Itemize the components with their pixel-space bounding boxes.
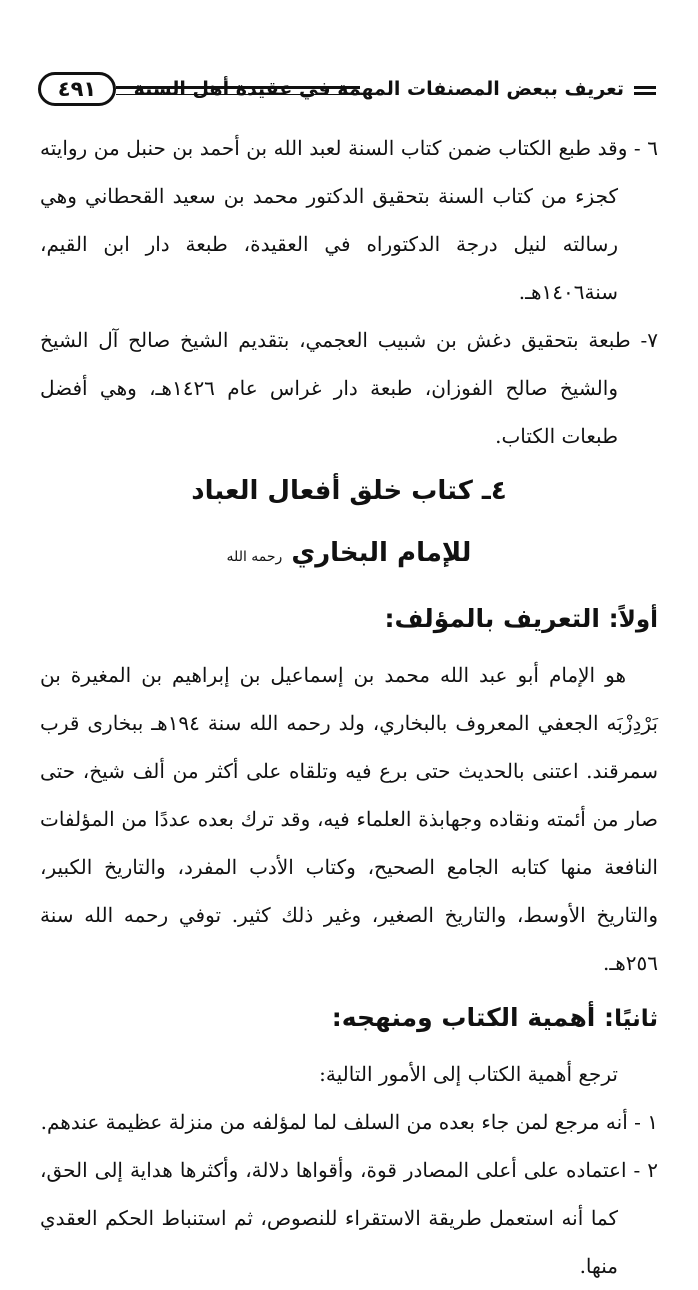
section-ordinal: أولاً bbox=[618, 607, 658, 633]
section-intro: ترجع أهمية الكتاب إلى الأمور التالية: bbox=[319, 1062, 618, 1086]
page-body bbox=[40, 124, 658, 1290]
running-header bbox=[38, 74, 660, 114]
honorific-glyph: رحمه الله bbox=[226, 549, 283, 565]
page-number: ٤٩١ bbox=[38, 72, 116, 106]
header-rule bbox=[116, 86, 360, 95]
header-ornament bbox=[634, 86, 656, 95]
list-item: ٦ - وقد طبع الكتاب ضمن كتاب السنة لعبد الله بن أحمد بن حنبل من روايته كجزء من كتاب السنة بتحقيق الدكتور محمد بن سعيد القحطاني وهي رسالته لنيل درجة الدكتوراه في العقيدة، طبعة دار ابن القيم، سنة١٤٠٦هـ. bbox=[40, 136, 658, 304]
list-item: ٢ - اعتماده على أعلى المصادر قوة، وأقواها دلالة، وأكثرها هداية إلى الحق، كما أنه استعمل طريقة الاستقراء للنصوص، ثم استنباط الحكم العقدي منها. bbox=[40, 1158, 658, 1278]
list-item: ١ - أنه مرجع لمن جاء بعده من السلف لما لمؤلفه من منزلة عظيمة عندهم. bbox=[40, 1110, 658, 1134]
author-bio: هو الإمام أبو عبد الله محمد بن إسماعيل بن إبراهيم بن المغيرة بن بَرْدِزْبَه الجعفي المعروف بالبخاري، ولد رحمه الله سنة ١٩٤هـ ببخارى قرب سمرقند. اعتنى بالحديث حتى برع فيه وتلقاه على أكثر من ألف شيخ، حتى صار من أئمته ونقاده وجهابذة العلماء فيه، وقد ترك بعده عددًا من المؤلفات النافعة منها كتابه الجامع الصحيح، وكتاب الأدب المفرد، والتاريخ الكبير، والتاريخ الأوسط، والتاريخ الصغير، وغير ذلك كثير. توفي رحمه الله سنة ٢٥٦هـ. bbox=[40, 663, 658, 975]
section-heading-author bbox=[40, 588, 658, 651]
header-title: تعريف ببعض المصنفات المهمة في عقيدة أهل السنة bbox=[133, 78, 624, 100]
author-line bbox=[40, 522, 658, 588]
section-ordinal: ثانيًا bbox=[614, 1006, 658, 1032]
book-title: ٤ـ كتاب خلق أفعال العباد bbox=[191, 476, 507, 506]
list-item: ٧- طبعة بتحقيق دغش بن شبيب العجمي، بتقديم الشيخ صالح آل الشيخ والشيخ صالح الفوزان، طبعة دار غراس عام ١٤٢٦هـ، وهي أفضل طبعات الكتاب. bbox=[40, 328, 658, 448]
author-name: للإمام البخاري bbox=[291, 538, 472, 568]
section-heading-importance bbox=[40, 987, 658, 1050]
section-title: : أهمية الكتاب ومنهجه: bbox=[331, 1003, 615, 1032]
section-title: : التعريف بالمؤلف: bbox=[384, 604, 619, 633]
